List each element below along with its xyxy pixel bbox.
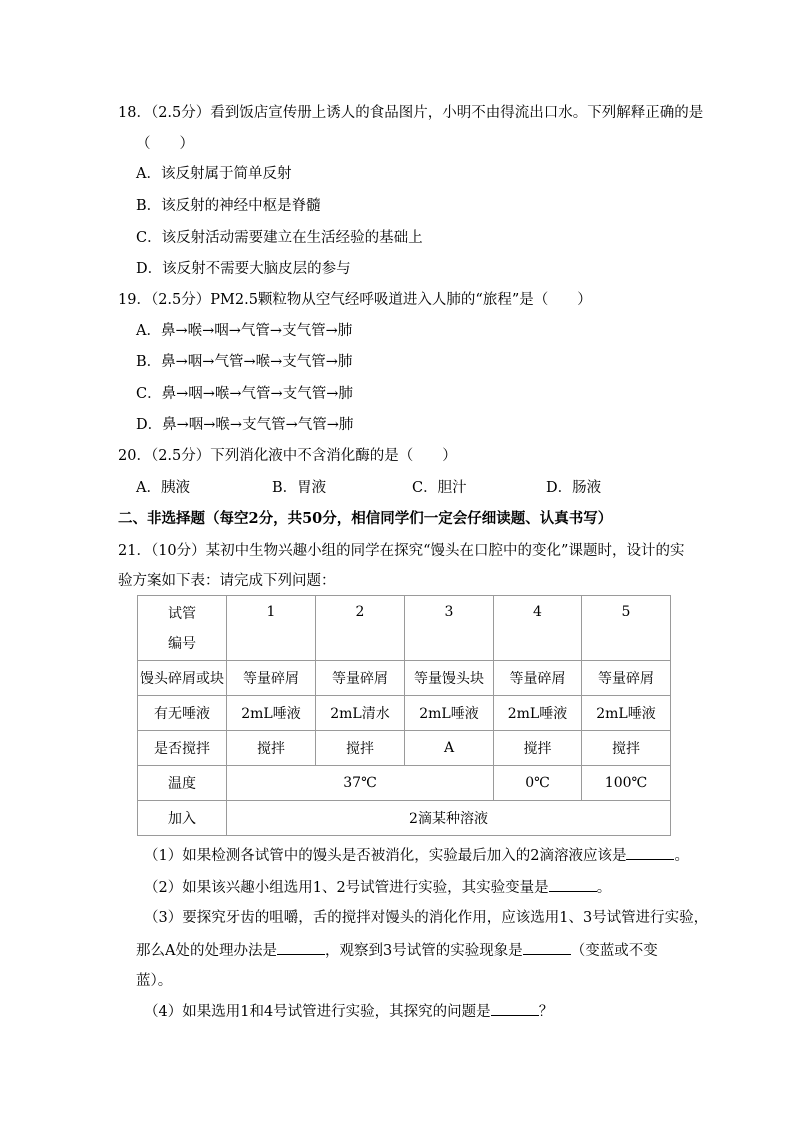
table-row xyxy=(138,661,671,696)
table-row xyxy=(138,766,671,801)
table-cell: 温度 xyxy=(138,766,227,801)
table-cell: 2mL唾液 xyxy=(227,696,316,731)
table-header-cell xyxy=(138,596,227,661)
q20-option-d: D．肠液 xyxy=(546,480,602,496)
section-2-title: 二、非选择题（每空2分，共50分，相信同学们一定会仔细读题、认真书写） xyxy=(118,510,613,527)
q18-paren: （ ） xyxy=(136,136,194,152)
table-cell: 2mL清水 xyxy=(316,696,405,731)
q21-sub3-line3: 蓝）。 xyxy=(136,973,173,989)
q20-stem: 20．（2.5分）下列消化液中不含消化酶的是（ ） xyxy=(118,448,457,464)
table-cell: 100℃ xyxy=(582,766,671,801)
answer-blank[interactable] xyxy=(277,940,325,955)
q18-option-a: A．该反射属于简单反射 xyxy=(136,166,292,182)
table-cell: 等量碎屑 xyxy=(494,661,582,696)
q19-option-b: B．鼻→咽→气管→喉→支气管→肺 xyxy=(136,354,353,370)
number-label: 编号 xyxy=(168,636,196,652)
table-cell: 4 xyxy=(494,596,582,661)
table-cell: 5 xyxy=(582,596,671,661)
q21-sub2: （2）如果该兴趣小组选用1、2号试管进行实验，其实验变量是 。 xyxy=(144,877,611,898)
q19-option-a: A．鼻→喉→咽→气管→支气管→肺 xyxy=(136,323,353,339)
table-cell: 是否搅拌 xyxy=(138,731,227,766)
table-cell: 37℃ xyxy=(227,766,494,801)
tube-label: 试管 xyxy=(168,606,196,622)
q18-option-d: D．该反射不需要大脑皮层的参与 xyxy=(136,261,351,277)
experiment-table xyxy=(137,595,671,836)
table-row xyxy=(138,731,671,766)
answer-blank[interactable] xyxy=(626,845,674,860)
table-cell: 有无唾液 xyxy=(138,696,227,731)
table-cell: 等量碎屑 xyxy=(316,661,405,696)
q20-option-a: A．胰液 xyxy=(136,480,190,496)
table-cell: 2滴某种溶液 xyxy=(227,801,671,836)
table-cell: 2mL唾液 xyxy=(405,696,494,731)
q19-option-c: C．鼻→咽→喉→气管→支气管→肺 xyxy=(136,386,353,402)
q21-stem-line2: 验方案如下表：请完成下列问题： xyxy=(118,573,336,589)
answer-blank[interactable] xyxy=(523,940,571,955)
q19-option-d: D．鼻→咽→喉→支气管→气管→肺 xyxy=(136,417,354,433)
table-row xyxy=(138,596,671,661)
answer-blank[interactable] xyxy=(549,877,597,892)
table-cell: 1 xyxy=(227,596,316,661)
table-cell: A xyxy=(405,731,494,766)
table-cell: 等量馒头块 xyxy=(405,661,494,696)
q21-stem-line1: 21．（10分）某初中生物兴趣小组的同学在探究“馒头在口腔中的变化”课题时，设计的实 xyxy=(118,543,685,559)
table-cell: 搅拌 xyxy=(227,731,316,766)
table-cell: 2mL唾液 xyxy=(494,696,582,731)
table-cell: 等量碎屑 xyxy=(227,661,316,696)
table-cell: 2 xyxy=(316,596,405,661)
q19-stem: 19．（2.5分）PM2.5颗粒物从空气经呼吸道进入人肺的“旅程”是（ ） xyxy=(118,292,592,308)
q20-option-b: B．胃液 xyxy=(272,480,327,496)
table-row xyxy=(138,696,671,731)
q21-sub1: （1）如果检测各试管中的馒头是否被消化，实验最后加入的2滴溶液应该是 。 xyxy=(144,845,689,866)
table-row xyxy=(138,801,671,836)
table-cell: 馒头碎屑或块 xyxy=(138,661,227,696)
table-cell: 搅拌 xyxy=(316,731,405,766)
q21-sub3-line1: （3）要探究牙齿的咀嚼，舌的搅拌对馒头的消化作用，应该选用1、3号试管进行实验， xyxy=(144,910,709,926)
table-cell: 搅拌 xyxy=(582,731,671,766)
table-cell: 3 xyxy=(405,596,494,661)
table-cell: 等量碎屑 xyxy=(582,661,671,696)
table-cell: 搅拌 xyxy=(494,731,582,766)
table-cell: 加入 xyxy=(138,801,227,836)
q21-sub4: （4）如果选用1和4号试管进行实验，其探究的问题是 ？ xyxy=(144,1001,553,1022)
q18-option-c: C．该反射活动需要建立在生活经验的基础上 xyxy=(136,230,423,246)
q20-option-c: C．胆汁 xyxy=(412,480,467,496)
table-cell: 2mL唾液 xyxy=(582,696,671,731)
table-cell: 0℃ xyxy=(494,766,582,801)
answer-blank[interactable] xyxy=(491,1001,539,1016)
q18-stem: 18．（2.5分）看到饭店宣传册上诱人的食品图片，小明不由得流出口水。下列解释正确的是 xyxy=(118,105,704,121)
q21-sub3-line2: 那么A处的处理办法是 ，观察到3号试管的实验现象是 （变蓝或不变 xyxy=(136,940,658,961)
q18-option-b: B．该反射的神经中枢是脊髓 xyxy=(136,198,321,214)
